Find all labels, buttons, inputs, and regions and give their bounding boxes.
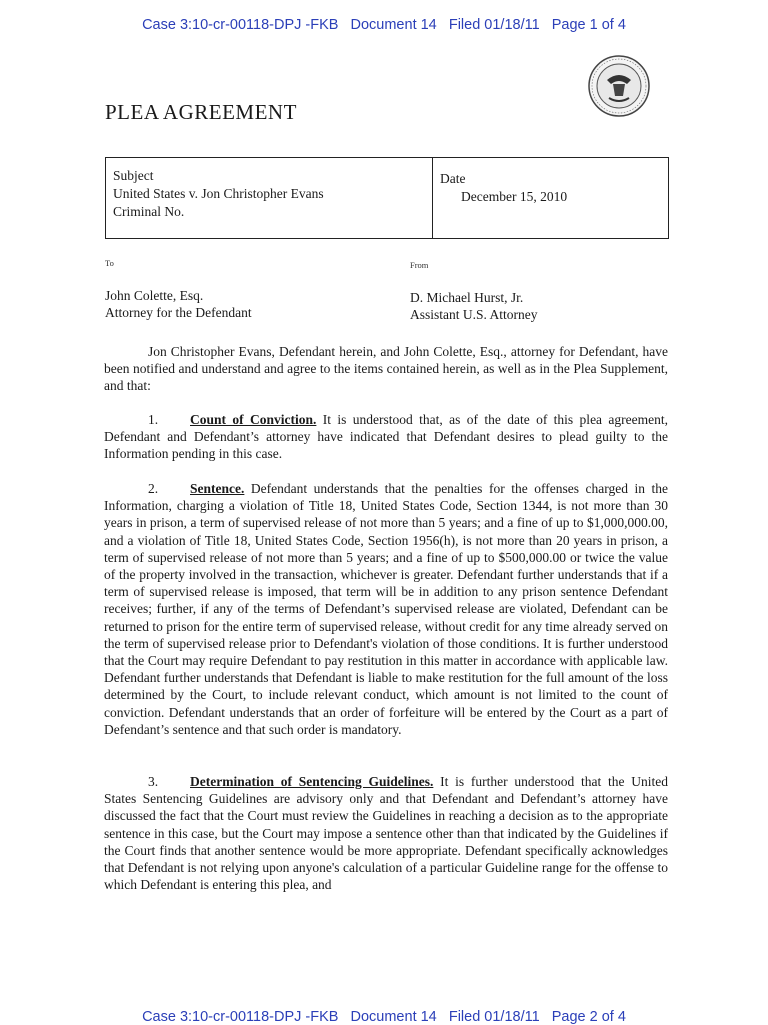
intro-paragraph bbox=[104, 343, 668, 395]
to-block bbox=[105, 287, 252, 321]
department-of-justice-seal-icon bbox=[587, 54, 651, 118]
subject-criminal-no: Criminal No. bbox=[113, 204, 185, 219]
date-value: December 15, 2010 bbox=[461, 189, 568, 204]
subject-label: Subject bbox=[113, 168, 154, 183]
section-1-text: It is understood that, as of the date of this plea agreement, Defendant and Defendant’s attorney have indicated that Defendant desires to plead guilty to the Information pending in this case. bbox=[104, 412, 669, 462]
section-1 bbox=[104, 411, 668, 463]
subject-case-name: United States v. Jon Christopher Evans bbox=[113, 186, 324, 201]
date-label: Date bbox=[440, 171, 466, 186]
section-1-number: 1. bbox=[148, 412, 159, 427]
section-3-text: It is further understood that the United States Sentencing Guidelines are advisory only and that Defendant and Defendant’s attorney have discussed the fact that the Court must review the Guidelines in reaching a decision as to the appropriate sentence in this case, but the Court may impose a sentence other than that indicated by the Guidelines if the Court finds that another sentence would be more appropriate. Defendant specifically acknowledges that Defendant is not relying upon anyone's calculation of a particular Guideline range for the offense to which Defendant is entering this plea, and bbox=[104, 774, 669, 893]
memo-box-divider bbox=[432, 158, 433, 238]
section-2-heading: Sentence. bbox=[190, 481, 245, 496]
section-2-text: Defendant understands that the penalties for the offenses charged in the Information, charging a violation of Title 18, United States Code, Section 1344, is not more than 30 years in prison, a term of supervised release of not more than 5 years; and a fine of up to $1,000,000.00, and a violation of Title 18, United States Code, Section 1956(h), is not more than 20 years in prison, a term of supervised release of not more than 5 years; and a fine of up to $500,000.00 or twice the value of the property involved in the transaction, whichever is greater. Defendant further understands that if a term of supervised release is imposed, that term will be in addition to any prison sentence Defendant receives; further, if any of the terms of Defendant’s supervised release are violated, Defendant can be returned to prison for the entire term of supervised release, without credit for any time already served on the term of supervised release prior to Defendant's violation of those conditions. It is further understood that the Court may require Defendant to pay restitution in this matter in accordance with applicable law. Defendant further understands that Defendant is liable to make restitution for the full amount of the loss determined by the Court, to include relevant conduct, which amount is not limited to the count of conviction. Defendant understands that an order of forfeiture will be entered by the Court as a part of Defendant’s sentence and that such order is mandatory. bbox=[104, 481, 669, 737]
from-name: D. Michael Hurst, Jr. bbox=[410, 290, 524, 305]
section-3-number: 3. bbox=[148, 774, 159, 789]
subject-block bbox=[113, 167, 324, 221]
case-footer-stamp: Case 3:10-cr-00118-DPJ -FKB Document 14 Filed 01/18/11 Page 2 of 4 bbox=[142, 1009, 626, 1025]
document-title: PLEA AGREEMENT bbox=[105, 100, 297, 124]
intro-text: Jon Christopher Evans, Defendant herein, and John Colette, Esq., attorney for Defendant, have been notified and understand and agree to the items contained herein, as well as in the Plea Supplement, and that: bbox=[104, 344, 668, 394]
section-1-heading: Count of Conviction. bbox=[190, 412, 317, 427]
date-block bbox=[440, 170, 567, 206]
section-3-heading: Determination of Sentencing Guidelines. bbox=[190, 774, 434, 789]
case-header-stamp: Case 3:10-cr-00118-DPJ -FKB Document 14 Filed 01/18/11 Page 1 of 4 bbox=[142, 17, 626, 33]
section-3 bbox=[104, 773, 668, 893]
to-label: To bbox=[105, 258, 114, 268]
section-2-number: 2. bbox=[148, 481, 159, 496]
to-name: John Colette, Esq. bbox=[105, 288, 204, 303]
section-2 bbox=[104, 480, 668, 738]
from-role: Assistant U.S. Attorney bbox=[410, 307, 538, 322]
from-label: From bbox=[410, 260, 429, 270]
to-role: Attorney for the Defendant bbox=[105, 305, 252, 320]
from-block bbox=[410, 289, 538, 323]
memo-box bbox=[105, 157, 669, 239]
